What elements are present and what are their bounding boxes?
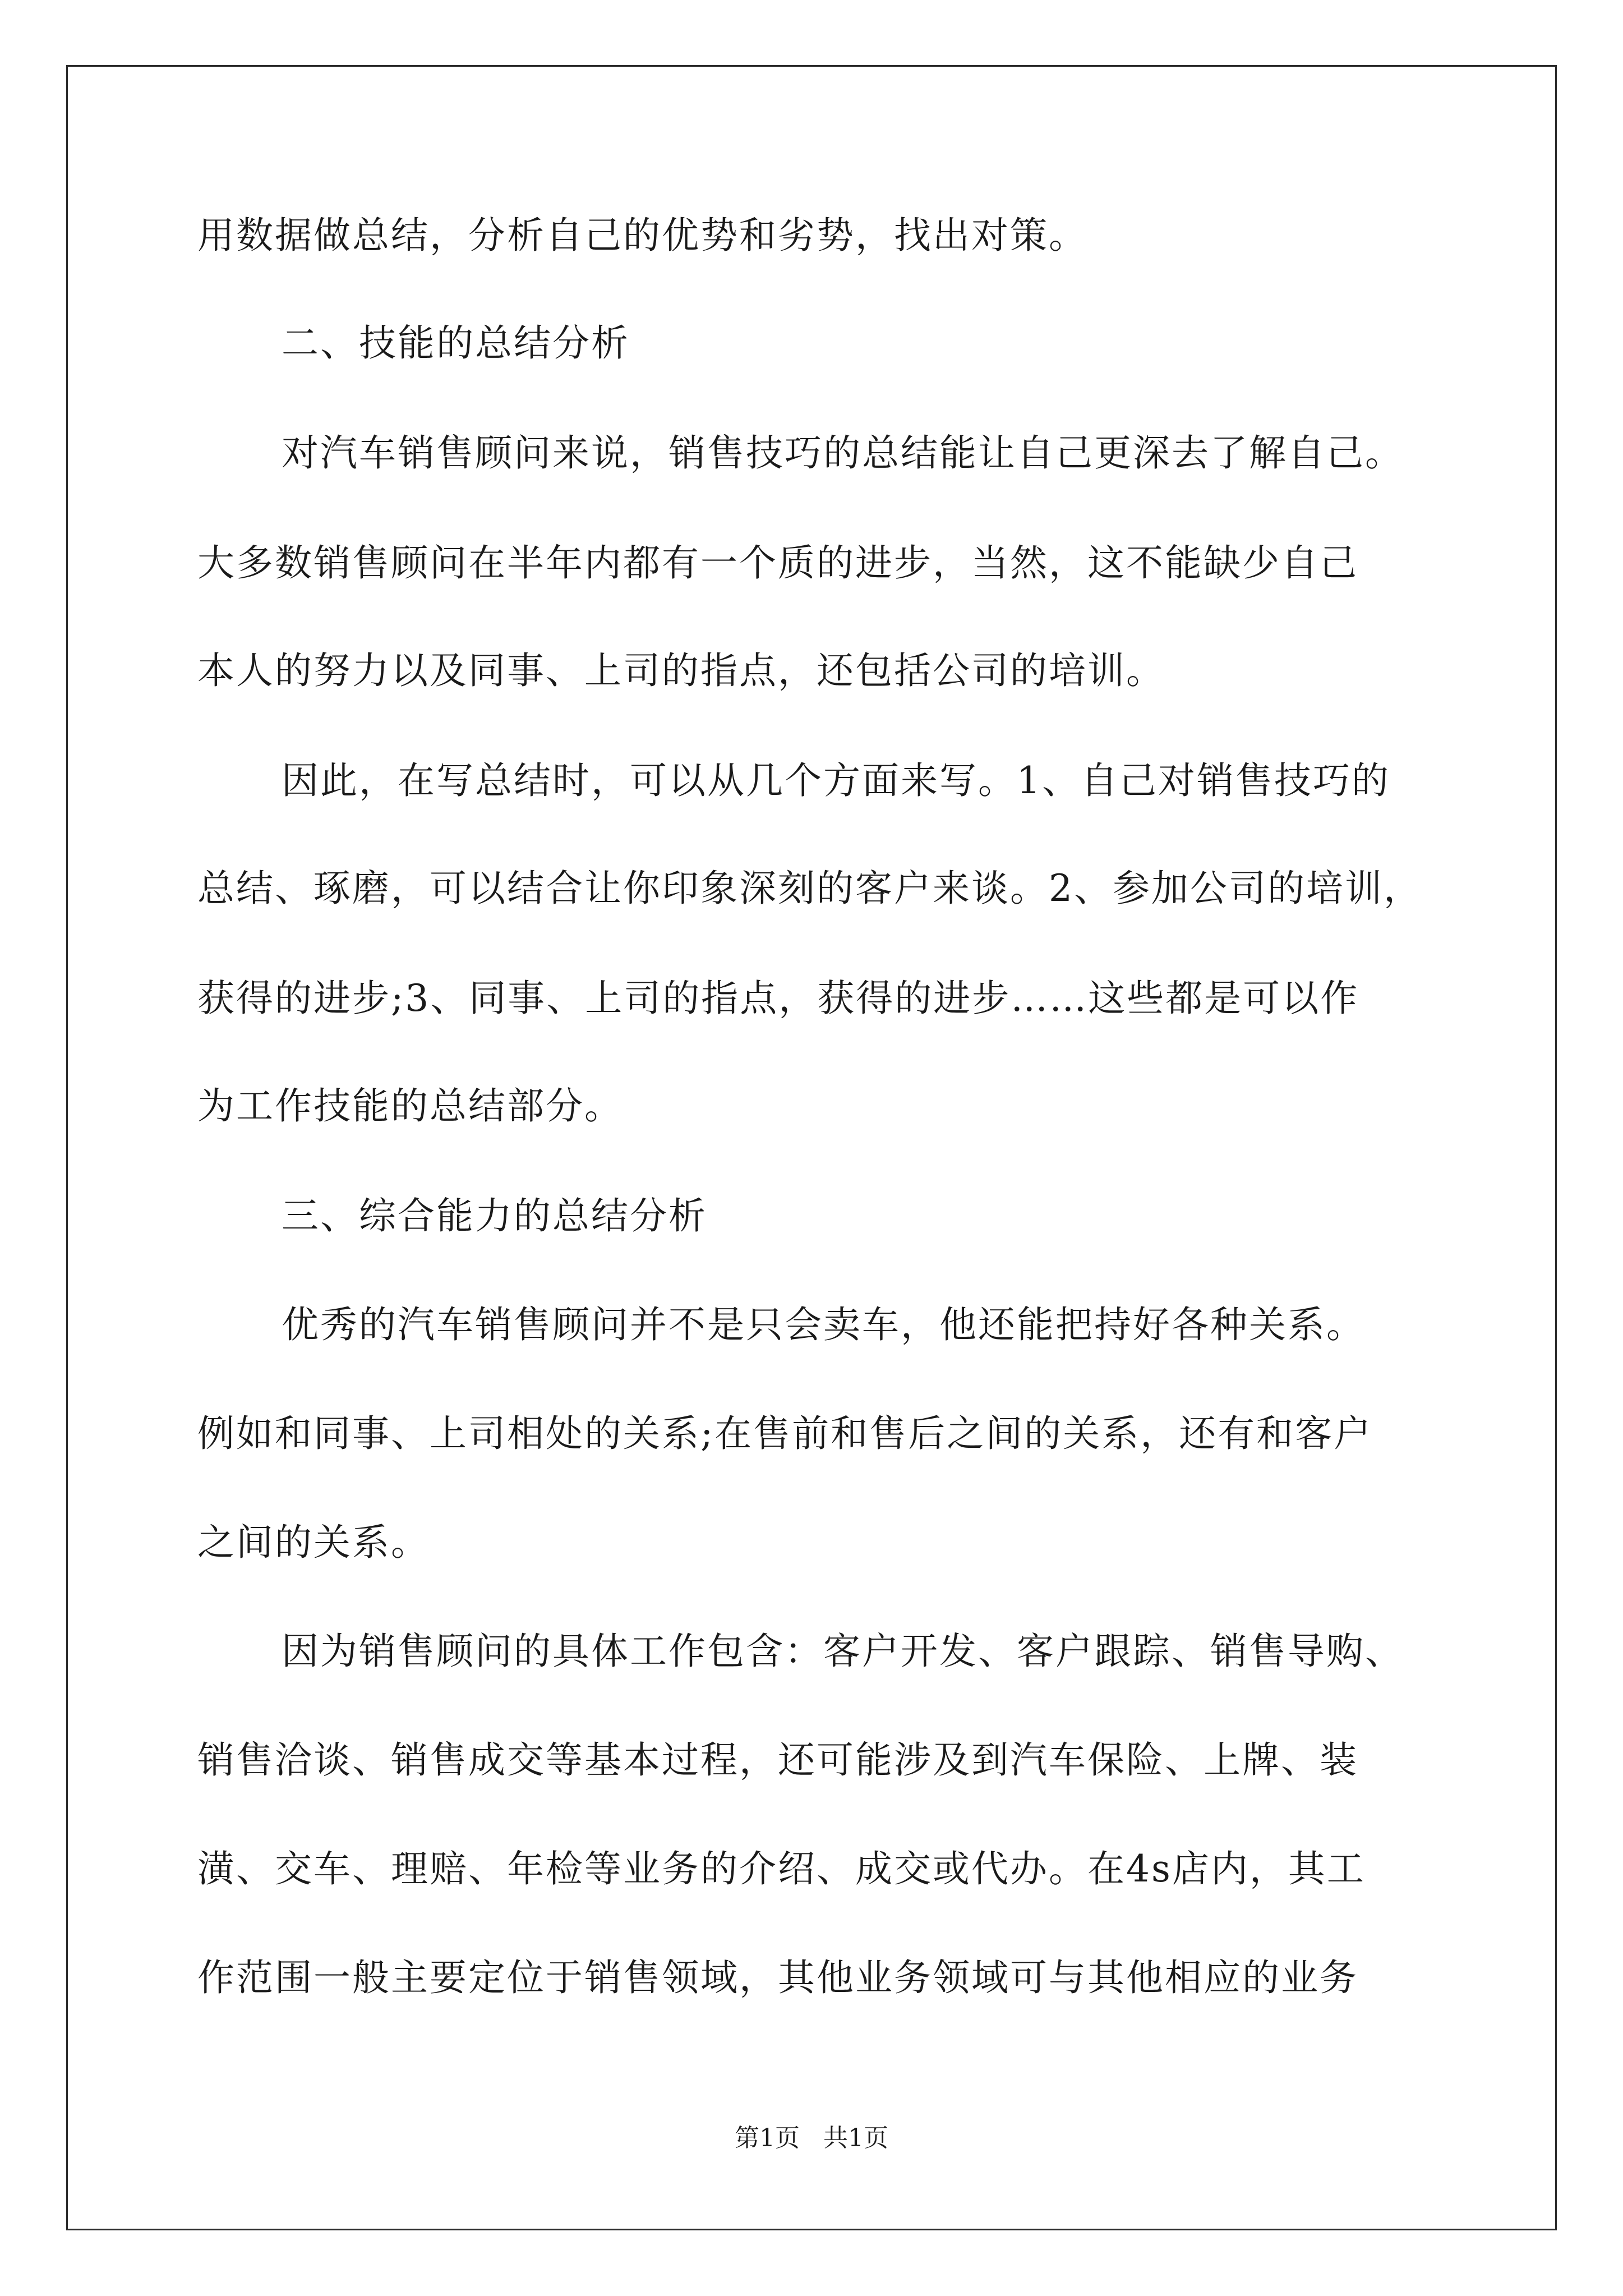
body-text-line: 之间的关系。 [197, 1521, 430, 1564]
body-text-line: 用数据做总结，分析自己的优势和劣势，找出对策。 [197, 214, 1087, 257]
paragraph-first-line: 因此，在写总结时，可以从几个方面来写。1、自己对销售技巧的 [282, 759, 1390, 802]
body-text-line: 例如和同事、上司相处的关系;在售前和售后之间的关系，还有和客户 [197, 1412, 1373, 1455]
body-text-line: 大多数销售顾问在半年内都有一个质的进步，当然，这不能缺少自己 [197, 541, 1358, 585]
body-text-line: 销售洽谈、销售成交等基本过程，还可能涉及到汽车保险、上牌、装 [197, 1738, 1358, 1782]
section-heading: 二、技能的总结分析 [282, 321, 630, 365]
section-heading: 三、综合能力的总结分析 [282, 1194, 707, 1237]
page-border [66, 65, 1557, 2230]
body-text-line: 潢、交车、理赔、年检等业务的介绍、成交或代办。在4s店内，其工 [197, 1847, 1366, 1890]
body-text-line: 本人的努力以及同事、上司的指点，还包括公司的培训。 [197, 649, 1165, 692]
body-text-line: 获得的进步;3、同事、上司的指点，获得的进步……这些都是可以作 [197, 977, 1359, 1020]
paragraph-first-line: 因为销售顾问的具体工作包含：客户开发、客户跟踪、销售导购、 [282, 1630, 1404, 1673]
body-text-line: 为工作技能的总结部分。 [197, 1084, 623, 1128]
body-text-line: 总结、琢磨，可以结合让你印象深刻的客户来谈。2、参加公司的培训， [197, 867, 1422, 910]
paragraph-first-line: 优秀的汽车销售顾问并不是只会卖车，他还能把持好各种关系。 [282, 1303, 1365, 1346]
page-number-footer: 第1页 共1页 [735, 2124, 888, 2152]
paragraph-first-line: 对汽车销售顾问来说，销售技巧的总结能让自己更深去了解自己。 [282, 431, 1404, 475]
body-text-line: 作范围一般主要定位于销售领域，其他业务领域可与其他相应的业务 [197, 1956, 1358, 1999]
